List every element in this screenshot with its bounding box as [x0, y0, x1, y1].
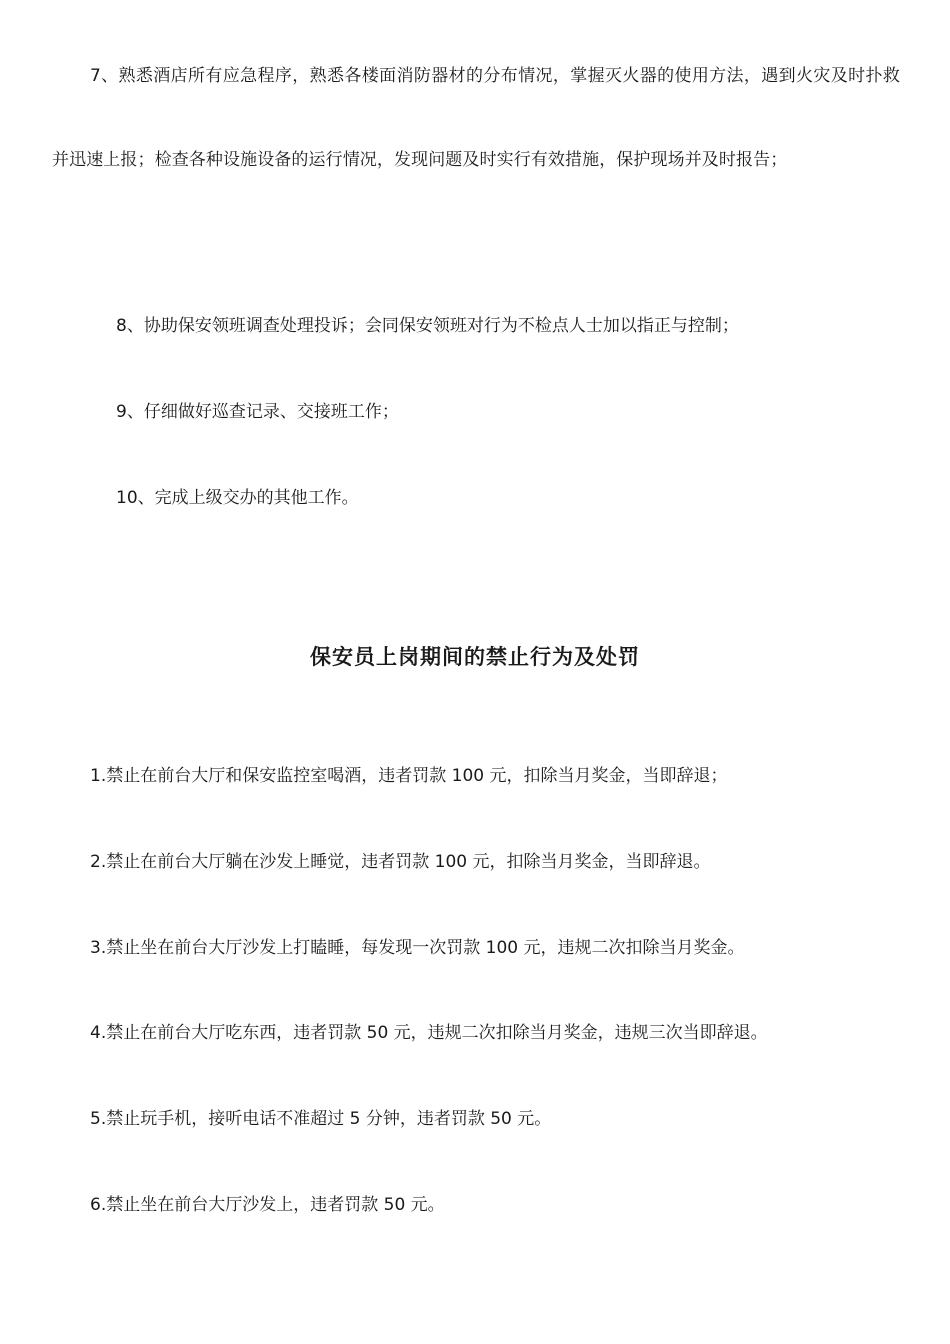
duty-item-10: 10、完成上级交办的其他工作。 [116, 488, 359, 508]
duty-item-9: 9、仔细做好巡查记录、交接班工作； [116, 402, 399, 422]
duty-item-8: 8、协助保安领班调查处理投诉；会同保安领班对行为不检点人士加以指正与控制； [116, 316, 739, 336]
rule-item-2: 2.禁止在前台大厅躺在沙发上睡觉，违者罚款 100 元，扣除当月奖金，当即辞退。 [90, 852, 711, 872]
section-title: 保安员上岗期间的禁止行为及处罚 [310, 644, 640, 669]
rule-item-1: 1.禁止在前台大厅和保安监控室喝酒，违者罚款 100 元，扣除当月奖金，当即辞退； [90, 766, 728, 786]
rule-item-4: 4.禁止在前台大厅吃东西，违者罚款 50 元，违规二次扣除当月奖金，违规三次当即辞退。 [90, 1023, 768, 1043]
rule-item-6: 6.禁止坐在前台大厅沙发上，违者罚款 50 元。 [90, 1195, 445, 1215]
duty-item-7: 7、熟悉酒店所有应急程序，熟悉各楼面消防器材的分布情况，掌握灭火器的使用方法，遇到火灾及时扑救并迅速上报；检查各种设施设备的运行情况，发现问题及时实行有效措施，保护现场并及时报告； [52, 66, 900, 170]
rule-item-3: 3.禁止坐在前台大厅沙发上打瞌睡，每发现一次罚款 100 元，违规二次扣除当月奖金。 [90, 938, 745, 958]
rule-item-5: 5.禁止玩手机，接听电话不准超过 5 分钟，违者罚款 50 元。 [90, 1109, 552, 1129]
